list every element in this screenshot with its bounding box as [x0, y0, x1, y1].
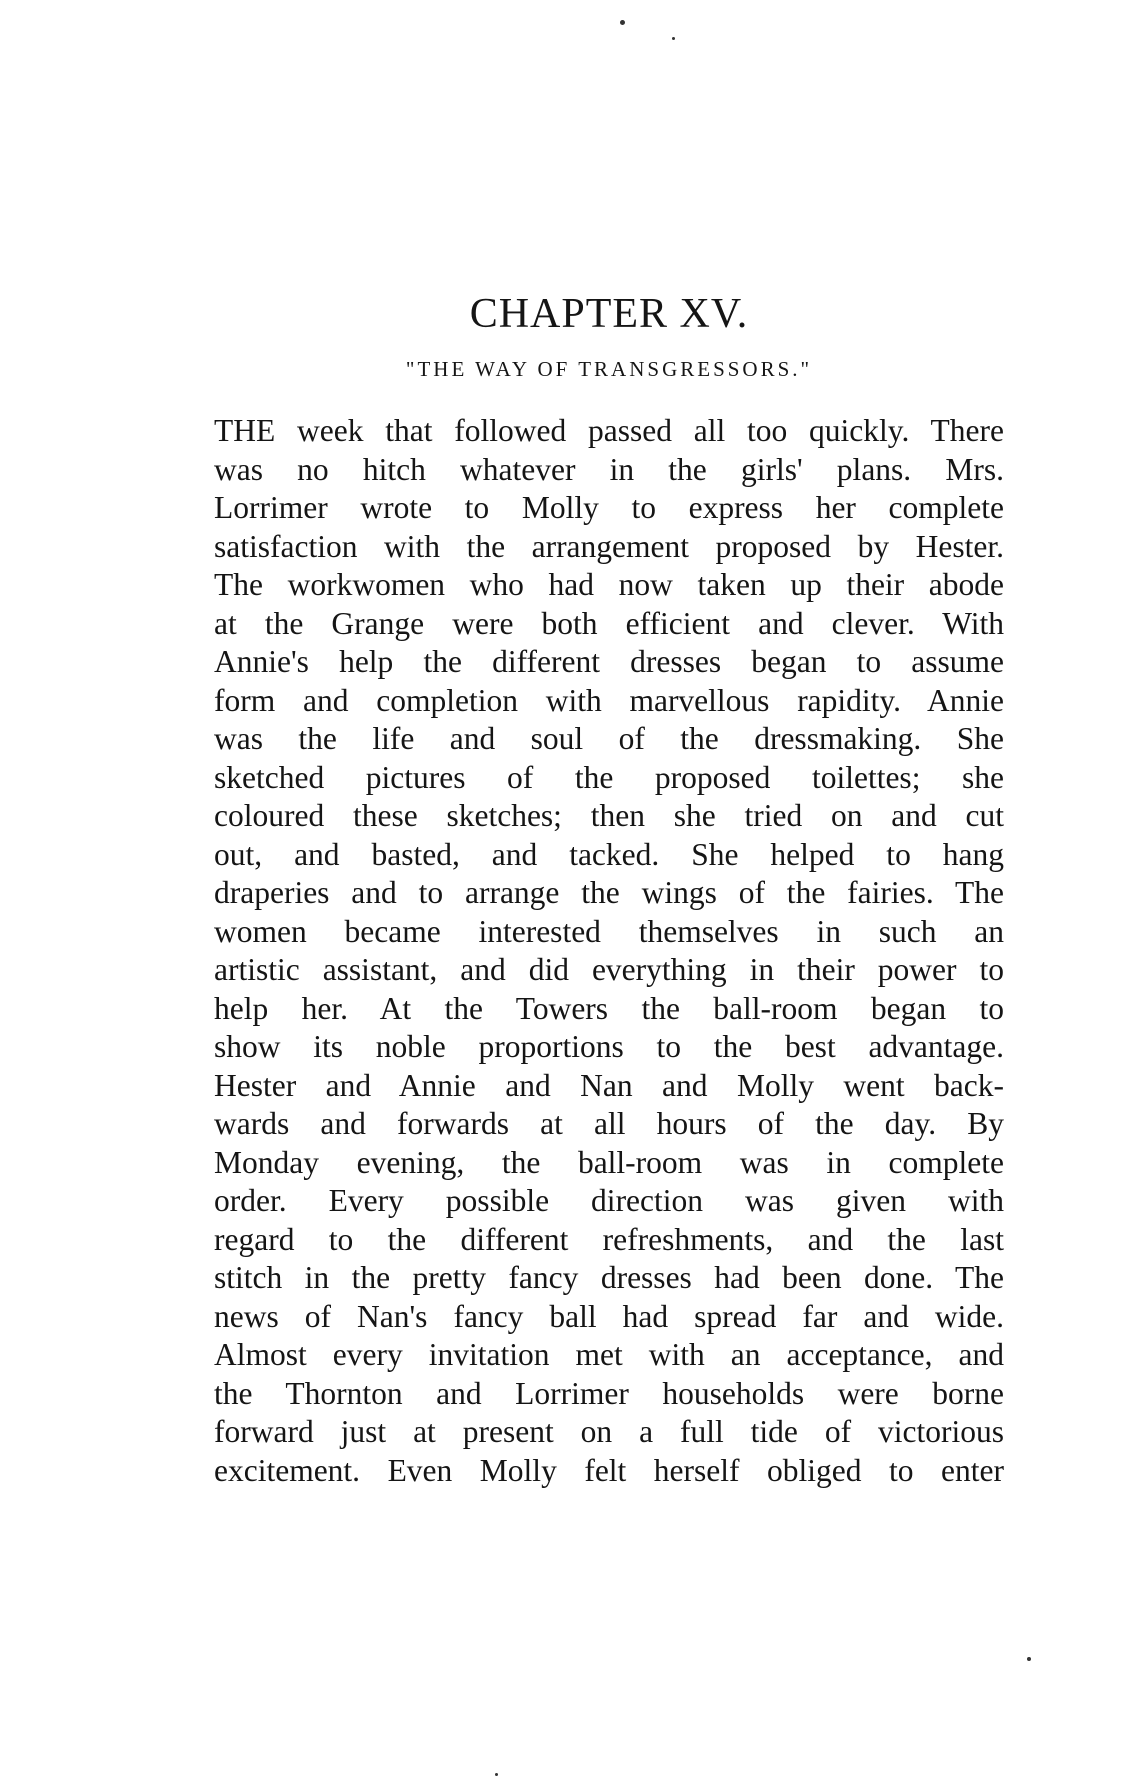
body-line: forward just at present on a full tide of victorious — [214, 1414, 1004, 1449]
body-line: Hester and Annie and Nan and Molly went back- — [214, 1067, 1004, 1103]
body-line: out, and basted, and tacked. She helped to hang — [214, 836, 1004, 872]
scan-speck-right — [1027, 1657, 1031, 1661]
body-line: regard to the different refreshments, and the last — [214, 1221, 1004, 1257]
chapter-title: CHAPTER XV. — [469, 291, 749, 337]
body-line: artistic assistant, and did everything in their power to — [214, 952, 1004, 987]
body-line: draperies and to arrange the wings of the fairies. The — [214, 875, 1004, 910]
body-line: Almost every invitation met with an acceptance, and — [214, 1337, 1004, 1372]
body-line: Monday evening, the ball-room was in complete — [214, 1144, 1004, 1180]
body-line: wards and forwards at all hours of the day. By — [214, 1106, 1004, 1141]
scan-speck-top-left — [620, 20, 625, 25]
body-line: help her. At the Towers the ball-room began to — [214, 990, 1004, 1026]
body-line: The workwomen who had now taken up their abode — [214, 567, 1004, 602]
body-line: at the Grange were both efficient and clever. With — [214, 605, 1004, 641]
body-line: stitch in the pretty fancy dresses had been done. The — [214, 1260, 1004, 1295]
body-line: coloured these sketches; then she tried on and cut — [214, 798, 1004, 833]
chapter-body — [214, 412, 1004, 1490]
body-line: news of Nan's fancy ball had spread far and wide. — [214, 1298, 1004, 1334]
body-line: sketched pictures of the proposed toilettes; she — [214, 759, 1004, 795]
body-line: order. Every possible direction was given with — [214, 1183, 1004, 1218]
body-line: women became interested themselves in such an — [214, 913, 1004, 949]
body-line: excitement. Even Molly felt herself obliged to enter — [214, 1452, 1004, 1488]
body-line: show its noble proportions to the best advantage. — [214, 1029, 1004, 1064]
chapter-subtitle: "THE WAY OF TRANSGRESSORS." — [405, 357, 813, 381]
body-line: was no hitch whatever in the girls' plans. Mrs. — [214, 451, 1004, 487]
body-line: THE week that followed passed all too quickly. There — [214, 413, 1004, 448]
body-line: Annie's help the different dresses began to assume — [214, 644, 1004, 679]
body-line: form and completion with marvellous rapidity. Annie — [214, 682, 1004, 718]
scan-speck-bottom — [495, 1773, 498, 1776]
body-line: was the life and soul of the dressmaking. She — [214, 721, 1004, 756]
body-line: the Thornton and Lorrimer households were borne — [214, 1375, 1004, 1411]
body-line: satisfaction with the arrangement proposed by Hester. — [214, 528, 1004, 564]
scan-speck-top-right — [672, 37, 675, 40]
body-line: Lorrimer wrote to Molly to express her complete — [214, 490, 1004, 525]
